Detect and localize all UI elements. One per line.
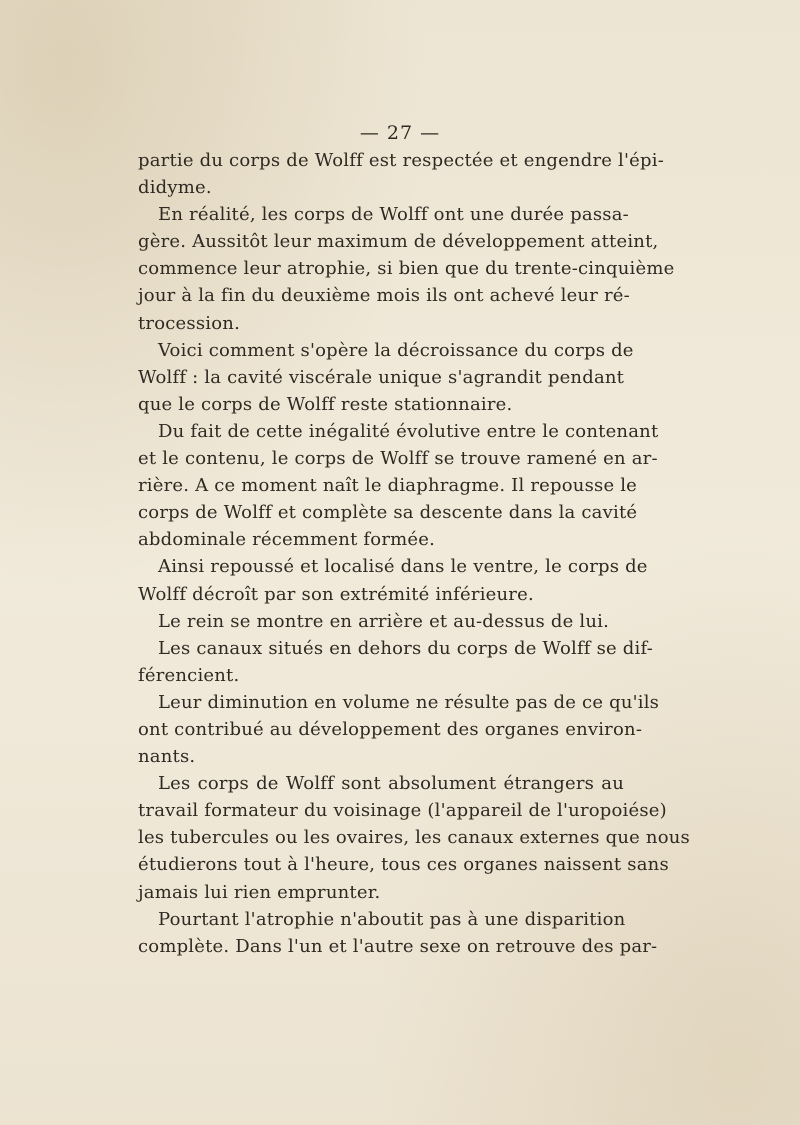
text-line: Wolff décroît par son extrémité inférieure. [138,583,534,605]
text-line: les tubercules ou les ovaires, les canaux externes que nous [138,827,690,849]
text-line: Leur diminution en volume ne résulte pas de ce qu'ils [158,691,660,713]
text-line: Les canaux situés en dehors du corps de Wolff se dif- [158,637,653,659]
text-line: Wolff : la cavité viscérale unique s'agrandit pendant [138,366,625,388]
text-line: trocession. [138,312,240,334]
text-line: En réalité, les corps de Wolff ont une durée passa- [158,204,629,226]
text-line: Ainsi repoussé et localisé dans le ventre, le corps de [158,556,648,578]
text-line: et le contenu, le corps de Wolff se trouve ramené en ar- [138,448,658,470]
text-line: Pourtant l'atrophie n'aboutit pas à une disparition [158,908,626,930]
text-line: travail formateur du voisinage (l'appareil de l'uropoiése) [138,800,667,822]
text-line: férencient. [138,664,240,686]
text-line: que le corps de Wolff reste stationnaire. [138,393,513,415]
text-line: jour à la fin du deuxième mois ils ont achevé leur ré- [138,285,630,307]
text-line: commence leur atrophie, si bien que du trente-cinquième [138,258,675,280]
text-line: Les corps de Wolff sont absolument étrangers au [158,773,624,795]
text-line: didyme. [138,177,212,199]
text-line: ont contribué au développement des organes environ- [138,718,643,740]
text-line: nants. [138,746,196,768]
text-line: Du fait de cette inégalité évolutive entre le contenant [158,420,659,442]
text-line: Le rein se montre en arrière et au-dessus de lui. [158,610,610,632]
text-line: complète. Dans l'un et l'autre sexe on retrouve des par- [138,935,658,957]
text-line: abdominale récemment formée. [138,529,436,551]
text-line: gère. Aussitôt leur maximum de développement atteint, [138,231,659,253]
text-line: corps de Wolff et complète sa descente dans la cavité [138,502,638,524]
page-number: — 27 — [359,122,441,144]
text-line: partie du corps de Wolff est respectée et engendre l'épi- [138,150,664,171]
text-line: étudierons tout à l'heure, tous ces organes naissent sans [138,854,669,876]
text-line: jamais lui rien emprunter. [138,881,381,903]
body-text [138,147,690,960]
text-line: rière. A ce moment naît le diaphragme. Il repousse le [138,475,638,497]
text-line: Voici comment s'opère la décroissance du corps de [158,339,634,361]
